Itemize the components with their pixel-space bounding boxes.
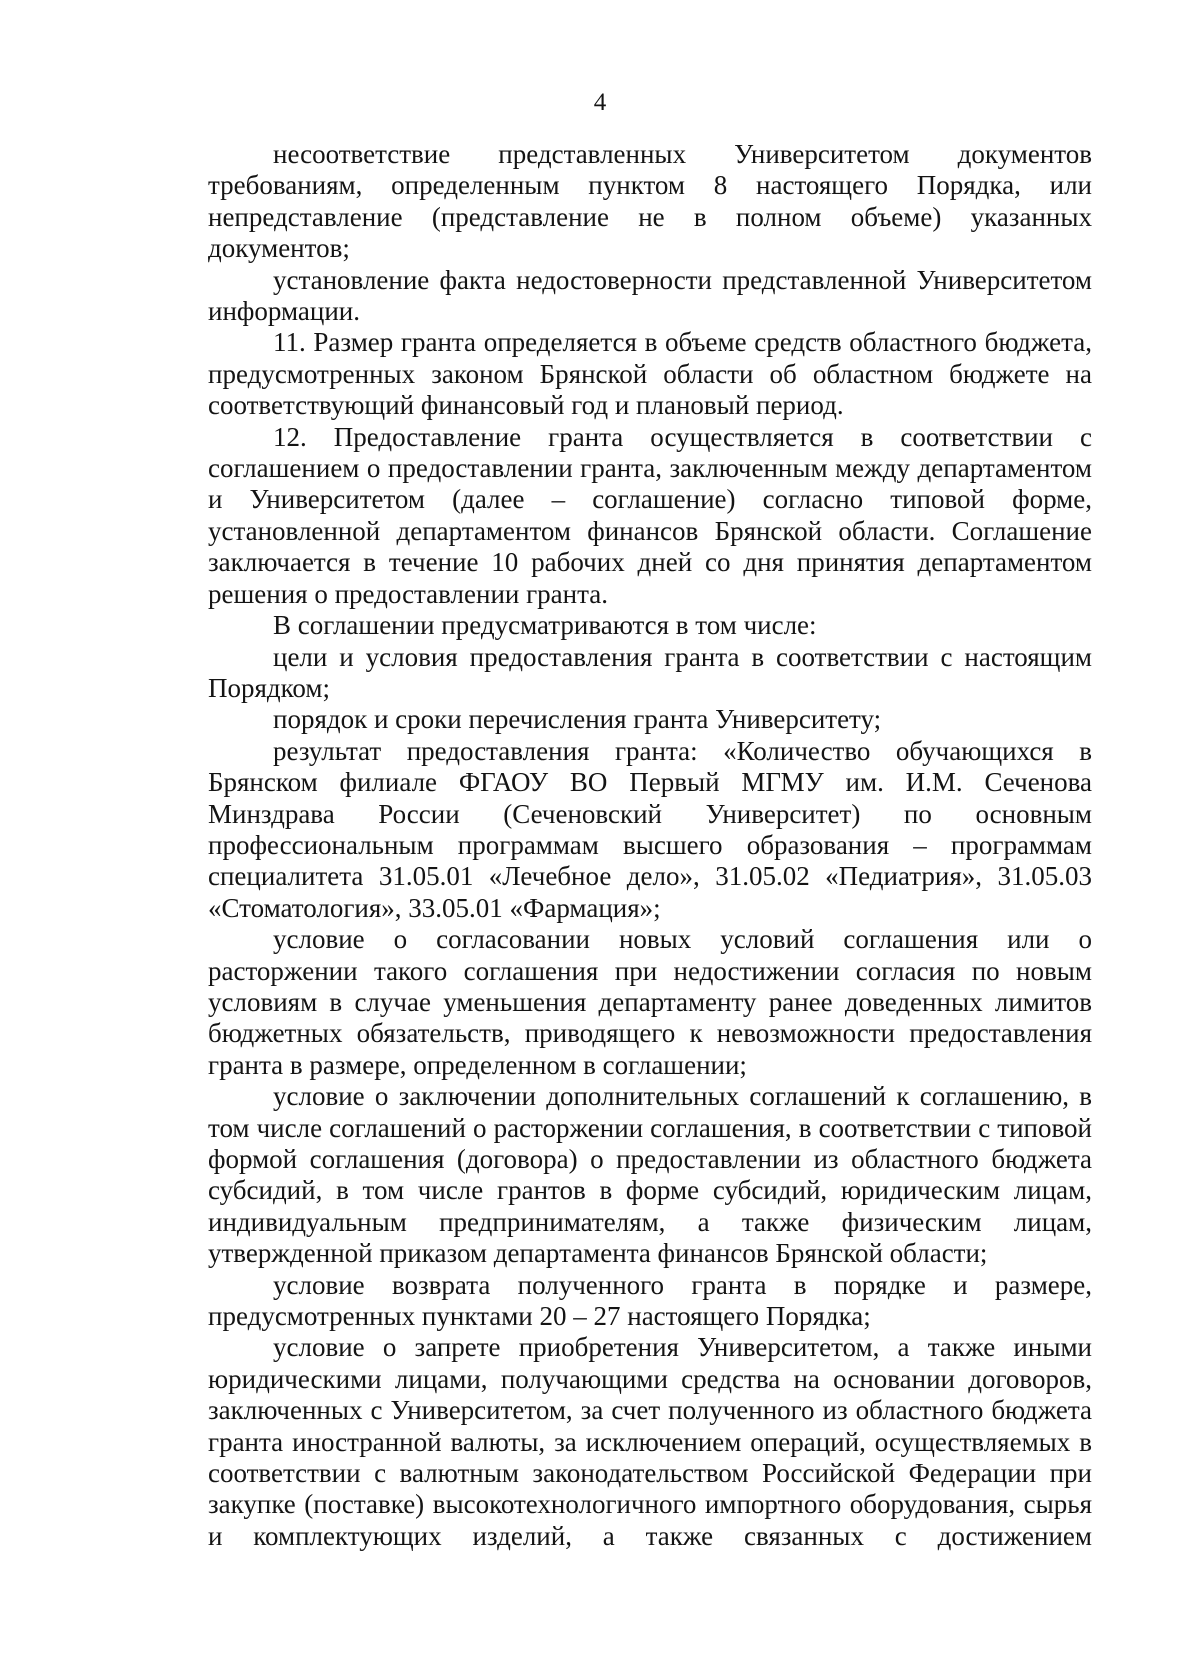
paragraph-grant-result: результат предоставления гранта: «Количество обучающихся в Брянском филиале ФГАОУ ВО Первый МГМУ им. И.М. Сеченова Минздрава России (Сеченовский Университет) по основным профессиональным программам высшего образования – программам специалитета 31.05.01 «Лечебное дело», 31.05.02 «Педиатрия», 31.05.03 «Стоматология», 33.05.01 «Фармация»;	[208, 735, 1092, 923]
paragraph-grant-return: условие возврата полученного гранта в порядке и размере, предусмотренных пунктами 20 – 27 настоящего Порядка;	[208, 1269, 1092, 1332]
paragraph-11-grant-size: 11. Размер гранта определяется в объеме средств областного бюджета, предусмотренных законом Брянской области об областном бюджете на соответствующий финансовый год и плановый период.	[208, 327, 1092, 421]
paragraph-nonconformity: несоответствие представленных Университетом документов требованиям, определенным пунктом 8 настоящего Порядка, или непредставление (представление не в полном объеме) указанных документов;	[208, 139, 1092, 264]
paragraph-goals-conditions: цели и условия предоставления гранта в соответствии с настоящим Порядком;	[208, 641, 1092, 703]
paragraph-unreliable-info: установление факта недостоверности представленной Университетом информации.	[208, 264, 1092, 327]
paragraph-transfer-terms: порядок и сроки перечисления гранта Университету;	[273, 704, 882, 735]
paragraph-agreement-renegotiation: условие о согласовании новых условий соглашения или о расторжении такого соглашения при недостижении согласия по новым условиям в случае уменьшения департаменту ранее доведенных лимитов бюджетных обязательств, приводящего к невозможности предоставления гранта в размере, определенном в соглашении;	[208, 924, 1092, 1080]
page-number: 4	[593, 89, 607, 116]
paragraph-currency-prohibition: условие о запрете приобретения Университетом, а также иными юридическими лицами, получающими средства на основании договоров, заключенных с Университетом, за счет полученного из областного бюджета гранта иностранной валюты, за исключением операций, осуществляемых в соответствии с валютным законодательством Российской Федерации при закупке (поставке) высокотехнологичного импортного оборудования, сырья и комплектующих изделий, а также связанных с достижением	[208, 1332, 1092, 1551]
paragraph-additional-agreements: условие о заключении дополнительных соглашений к соглашению, в том числе соглашений о расторжении соглашения, в соответствии с типовой формой соглашения (договора) о предоставлении из областного бюджета субсидий, в том числе грантов в форме субсидий, юридическим лицам, индивидуальным предпринимателям, а также физическим лицам, утвержденной приказом департамента финансов Брянской области;	[208, 1081, 1092, 1269]
paragraph-12-agreement: 12. Предоставление гранта осуществляется в соответствии с соглашением о предоставлении гранта, заключенным между департаментом и Университетом (далее – соглашение) согласно типовой форме, установленной департаментом финансов Брянской области. Соглашение заключается в течение 10 рабочих дней со дня принятия департаментом решения о предоставлении гранта.	[208, 421, 1092, 609]
paragraph-agreement-provisions: В соглашении предусматриваются в том числе:	[273, 610, 817, 641]
document-body	[208, 139, 1092, 1552]
